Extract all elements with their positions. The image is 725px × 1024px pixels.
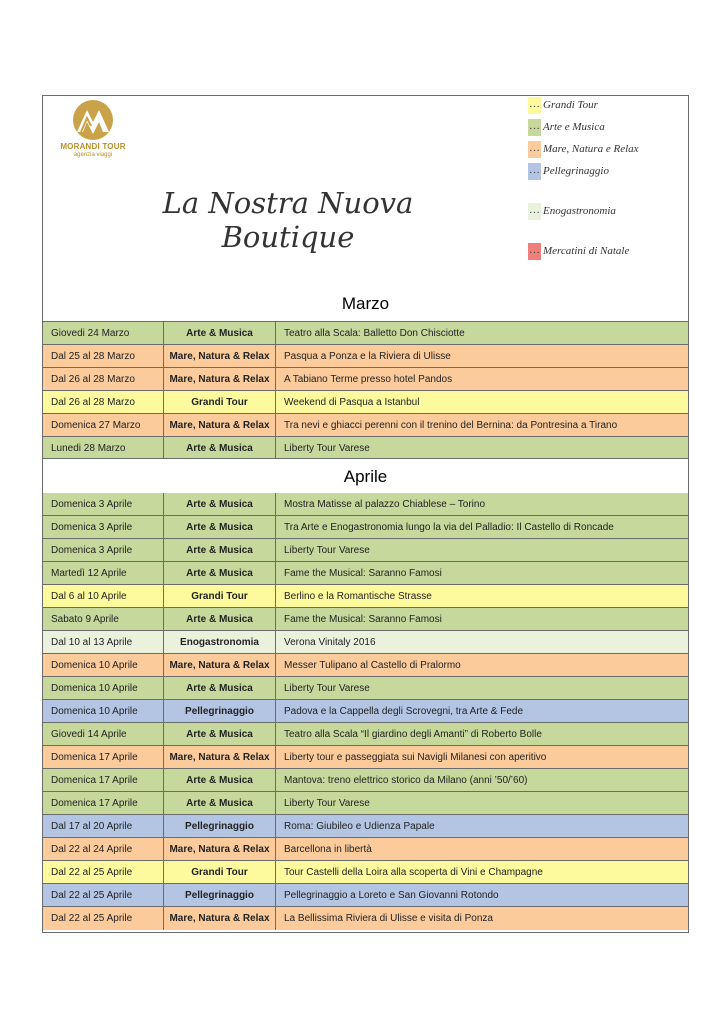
category-cell: Arte & Musica [164, 516, 276, 538]
category-cell: Arte & Musica [164, 322, 276, 344]
date-cell: Domenica 17 Aprile [43, 769, 164, 791]
event-cell: Liberty Tour Varese [284, 797, 370, 809]
event-cell: Tra nevi e ghiacci perenni con il trenino del Bernina: da Pontresina a Tirano [284, 419, 618, 431]
table-row [43, 723, 688, 746]
events-table-marzo [43, 322, 688, 460]
event-cell: Verona Vinitaly 2016 [284, 636, 376, 648]
event-cell: Teatro alla Scala: Balletto Don Chisciotte [284, 327, 465, 339]
table-row [43, 493, 688, 516]
date-cell: Martedì 12 Aprile [43, 562, 164, 584]
category-cell: Arte & Musica [164, 493, 276, 515]
event-cell: Liberty Tour Varese [284, 443, 370, 454]
legend-item-arte-musica [528, 118, 605, 136]
legend-item-mercatini [528, 242, 629, 260]
date-cell: Dal 26 al 28 Marzo [43, 391, 164, 413]
logo [49, 98, 137, 160]
legend-item-enogastronomia [528, 202, 616, 220]
legend-item-pellegrinaggio [528, 162, 609, 180]
event-cell: A Tabiano Terme presso hotel Pandos [284, 373, 453, 385]
legend-swatch: … [528, 119, 541, 136]
table-row [43, 654, 688, 677]
category-cell: Arte & Musica [164, 723, 276, 745]
date-cell: Domenica 3 Aprile [43, 516, 164, 538]
legend-item-grandi-tour [528, 96, 598, 114]
date-cell: Domenica 3 Aprile [43, 539, 164, 561]
table-row [43, 677, 688, 700]
category-cell: Pellegrinaggio [164, 884, 276, 906]
category-cell: Grandi Tour [164, 391, 276, 413]
table-row [43, 608, 688, 631]
legend-label: Grandi Tour [543, 99, 598, 111]
event-cell: Roma: Giubileo e Udienza Papale [284, 820, 435, 832]
month-header-aprile: Aprile [43, 458, 688, 494]
table-row [43, 585, 688, 608]
category-cell: Enogastronomia [164, 631, 276, 653]
date-cell: Domenica 27 Marzo [43, 414, 164, 436]
table-row [43, 562, 688, 585]
table-row [43, 437, 688, 460]
event-cell: Liberty Tour Varese [284, 682, 370, 694]
table-row [43, 539, 688, 562]
date-cell: Dal 26 al 28 Marzo [43, 368, 164, 390]
table-row [43, 884, 688, 907]
date-cell: Dal 6 al 10 Aprile [43, 585, 164, 607]
table-row [43, 368, 688, 391]
date-cell: Dal 10 al 13 Aprile [43, 631, 164, 653]
category-cell: Mare, Natura & Relax [164, 345, 276, 367]
category-cell: Arte & Musica [164, 562, 276, 584]
category-cell: Grandi Tour [164, 585, 276, 607]
legend-label: Enogastronomia [543, 205, 616, 217]
event-cell: Barcellona in libertà [284, 843, 372, 855]
morandi-logo-icon [69, 98, 117, 142]
table-row [43, 345, 688, 368]
date-cell: Lunedi 28 Marzo [43, 437, 164, 460]
date-cell: Giovedi 14 Aprile [43, 723, 164, 745]
event-cell: Liberty Tour Varese [284, 544, 370, 556]
event-cell: Teatro alla Scala “Il giardino degli Amanti” di Roberto Bolle [284, 728, 542, 740]
table-row [43, 907, 688, 930]
event-cell: La Bellissima Riviera di Ulisse e visita di Ponza [284, 913, 493, 924]
date-cell: Domenica 3 Aprile [43, 493, 164, 515]
table-row [43, 838, 688, 861]
date-cell: Domenica 17 Aprile [43, 792, 164, 814]
event-cell: Pasqua a Ponza e la Riviera di Ulisse [284, 350, 451, 362]
date-cell: Domenica 17 Aprile [43, 746, 164, 768]
category-cell: Arte & Musica [164, 677, 276, 699]
logo-subtitle: agenzia viaggi [73, 152, 113, 158]
date-cell: Dal 22 al 25 Aprile [43, 907, 164, 930]
legend-swatch: … [528, 141, 541, 158]
event-cell: Berlino e la Romantische Strasse [284, 590, 432, 602]
legend-swatch: … [528, 97, 541, 114]
category-cell: Arte & Musica [164, 539, 276, 561]
event-cell: Liberty tour e passeggiata sui Navigli Milanesi con aperitivo [284, 751, 547, 763]
table-row [43, 322, 688, 345]
date-cell: Domenica 10 Aprile [43, 654, 164, 676]
category-cell: Mare, Natura & Relax [164, 414, 276, 436]
table-row [43, 414, 688, 437]
event-cell: Messer Tulipano al Castello di Pralormo [284, 659, 461, 671]
category-cell: Mare, Natura & Relax [164, 368, 276, 390]
legend-swatch: … [528, 163, 541, 180]
date-cell: Dal 17 al 20 Aprile [43, 815, 164, 837]
table-row [43, 746, 688, 769]
legend-label: Mercatini di Natale [543, 245, 630, 257]
category-cell: Arte & Musica [164, 769, 276, 791]
table-row [43, 861, 688, 884]
event-cell: Tour Castelli della Loira alla scoperta di Vini e Champagne [284, 866, 543, 878]
event-cell: Weekend di Pasqua a Istanbul [284, 396, 420, 408]
category-cell: Mare, Natura & Relax [164, 746, 276, 768]
table-row [43, 769, 688, 792]
logo-name: MORANDI TOUR [60, 142, 126, 151]
header [43, 96, 688, 287]
event-cell: Mantova: treno elettrico storico da Milano (anni ’50/’60) [284, 774, 528, 786]
category-cell: Pellegrinaggio [164, 700, 276, 722]
event-cell: Fame the Musical: Saranno Famosi [284, 613, 442, 625]
category-cell: Mare, Natura & Relax [164, 654, 276, 676]
table-row [43, 391, 688, 414]
legend-item-mare-natura-relax [528, 140, 639, 158]
table-row [43, 815, 688, 838]
date-cell: Domenica 10 Aprile [43, 677, 164, 699]
date-cell: Dal 22 al 24 Aprile [43, 838, 164, 860]
category-cell: Arte & Musica [164, 608, 276, 630]
month-header-marzo: Marzo [43, 286, 688, 322]
events-table-aprile [43, 493, 688, 930]
brochure-frame [42, 95, 689, 933]
category-cell: Arte & Musica [164, 437, 276, 460]
category-cell: Grandi Tour [164, 861, 276, 883]
legend-label: Mare, Natura e Relax [543, 143, 639, 155]
date-cell: Dal 22 al 25 Aprile [43, 884, 164, 906]
category-cell: Mare, Natura & Relax [164, 838, 276, 860]
category-cell: Arte & Musica [164, 792, 276, 814]
date-cell: Dal 22 al 25 Aprile [43, 861, 164, 883]
date-cell: Domenica 10 Aprile [43, 700, 164, 722]
legend-swatch: … [528, 243, 541, 260]
table-row [43, 631, 688, 654]
event-cell: Fame the Musical: Saranno Famosi [284, 567, 442, 579]
page-title: La Nostra Nuova Boutique [162, 186, 414, 254]
legend-swatch: … [528, 203, 541, 220]
date-cell: Giovedi 24 Marzo [43, 322, 164, 344]
category-cell: Pellegrinaggio [164, 815, 276, 837]
category-cell: Mare, Natura & Relax [164, 907, 276, 930]
legend-label: Arte e Musica [543, 121, 605, 133]
event-cell: Mostra Matisse al palazzo Chiablese – Torino [284, 498, 486, 510]
event-cell: Tra Arte e Enogastronomia lungo la via del Palladio: Il Castello di Roncade [284, 521, 614, 533]
date-cell: Dal 25 al 28 Marzo [43, 345, 164, 367]
legend-label: Pellegrinaggio [543, 165, 609, 177]
date-cell: Sabato 9 Aprile [43, 608, 164, 630]
table-row [43, 516, 688, 539]
table-row [43, 700, 688, 723]
event-cell: Pellegrinaggio a Loreto e San Giovanni Rotondo [284, 889, 499, 901]
table-row [43, 792, 688, 815]
event-cell: Padova e la Cappella degli Scrovegni, tra Arte & Fede [284, 705, 524, 717]
